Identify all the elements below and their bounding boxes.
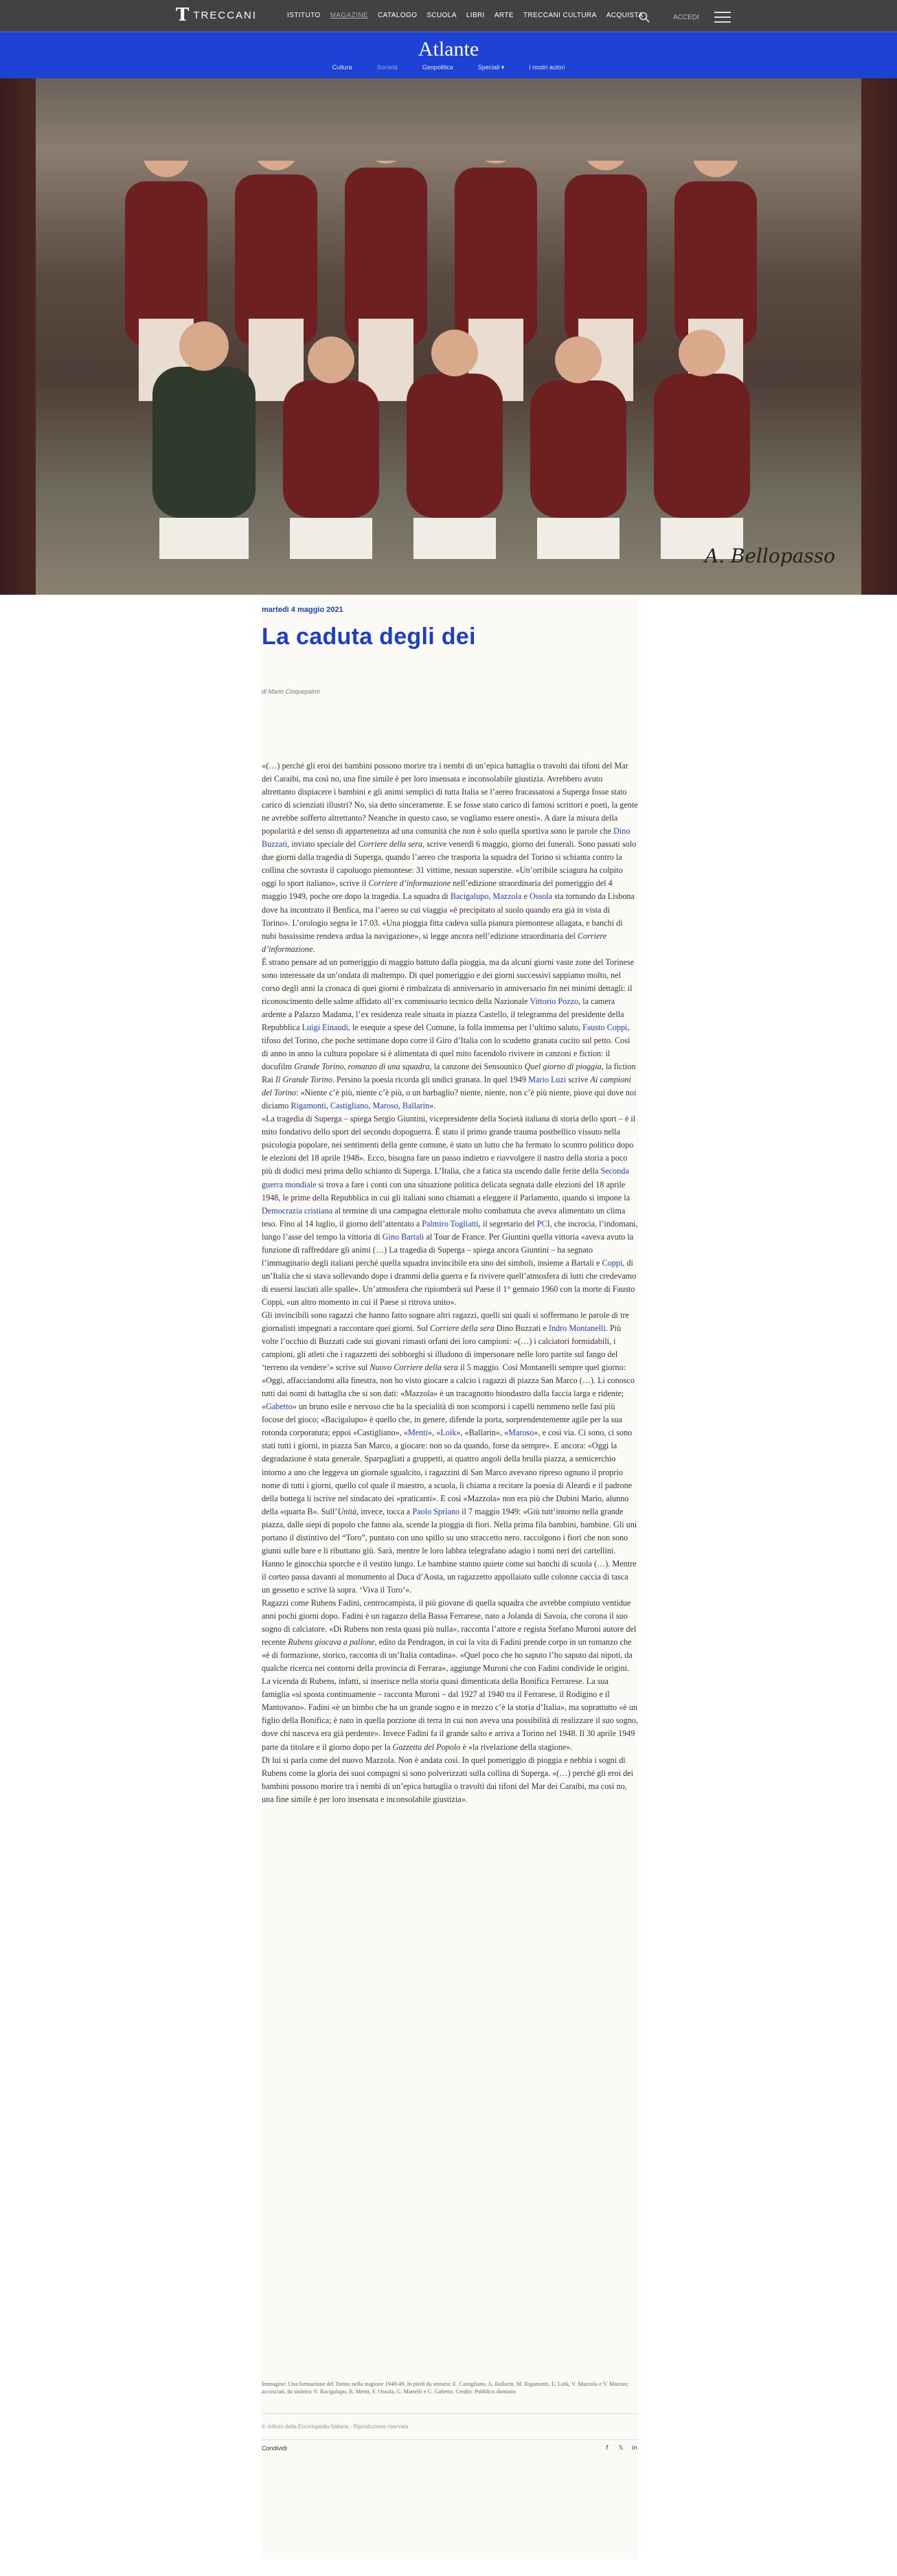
nav-item-acquista[interactable]: ACQUISTA [606, 12, 644, 19]
article-paragraph [262, 1754, 638, 1806]
article-link[interactable]: Luigi Einaudi [302, 1022, 348, 1032]
article-link[interactable]: Rigamonti [291, 1101, 326, 1111]
article-author[interactable]: di Mario Cinquepalmi [262, 688, 320, 695]
linkedin-icon[interactable]: in [631, 2445, 638, 2452]
top-navigation-bar [0, 0, 897, 32]
paragraph-text: , di un’Italia che si stava sollevando dopo i drammi della guerra e fa rivivere quell’atmosfera di lutti che credevamo di essersi lasciati alle spalle». Un’atmosfera che ripiomberà sul Paese il 1° gennaio 1960 con la morte di Fausto Coppi, «un altro momento in cui il Paese si ritrova unito». [262, 1257, 637, 1307]
twitter-icon[interactable]: 𝕏 [618, 2445, 624, 2452]
share-icons [604, 2445, 638, 2452]
italic-text: Corriere della sera [358, 839, 423, 850]
italic-text: Ai campioni del Torino [262, 1075, 631, 1098]
image-caption: Immagine: Una formazione del Torino nella stagione 1948-49. In piedi da sinistra: E. Castigliano, A. Ballarin, M. Rigamonti, E. Loik, V. Mazzola e V. Maroso; accosciati, da sinistra: V. Bacigalupo, R. Menti, F. Ossola, G. Martelli e G. Gabetto. Crediti: Pubblico dominio [262, 2381, 628, 2395]
italic-text: Corriere della sera [430, 1323, 495, 1334]
paragraph-text: , [368, 1101, 373, 1111]
nav-item-treccani-cultura[interactable]: TRECCANI CULTURA [523, 12, 597, 19]
team-players-illustration [36, 161, 861, 574]
nav-item-libri[interactable]: LIBRI [466, 12, 485, 19]
article-link[interactable]: Fausto Coppi [582, 1022, 628, 1032]
italic-text: Quel giorno di pioggia [524, 1062, 602, 1072]
paragraph-text: Dino Buzzati e [494, 1323, 549, 1334]
paragraph-text: . Più volte l’occhio di Buzzati cade sui giovani rimasti orfani dei loro campioni: «(…) i calciatori formidabili, i campioni, gli atleti che i ragazzetti dei sobborghi si illudono di impersonare nelle loro partite sul fango del ‘terreno da vendere’» scrive sul [262, 1323, 622, 1373]
article [262, 595, 638, 2559]
article-link[interactable]: Gino Bartali [382, 1231, 424, 1242]
paragraph-text: Ragazzi come Rubens Fadini, centrocampista, il più giovane di quella squadra che avrebbe compiuto ventidue anni pochi giorni dopo. Fadini è un ragazzo della Bassa Ferrarese, nato a Jolanda di Savoia, che corona il suo sogno di calciatore. «Di Rubens non resta quasi più nulla», racconta l’attore e regista Stefano Muroni autore del recente [262, 1598, 637, 1648]
treccani-brand-text: TRECCANI [193, 9, 258, 21]
paragraph-text: , che incrocia, l’indomani, lungo l’asse del tempo la vittoria di [262, 1218, 638, 1242]
paragraph-text: il 7 maggio 1949: «Giù tutt’intorno nella grande piazza, dalle siepi di popolo che fanno ala, scende la pioggia di fiori. Nella prima fila bambini, bambine. Gli uni portano il distintivo del “Toro”, puntato con uno spillo su uno straccetto nero. raccolgono i fiori che non sono giunti sulle bare e li ributtano giù. Sarà, mentre le loro labbra telegrafano adagio i nomi neri dei cartellini. Hanno le ginocchia sporche e il vestito lungo. Le bambine stanno quiete come sui banchi di scuola (…). Mentre il corteo passa davanti al monumento al Duca d’Aosta, un ragazzetto appollaiato sulle colonne caccia di tasca un gessetto e scrive là sopra. ‘Viva il Toro’». [262, 1506, 637, 1595]
article-link[interactable]: Gabetto [266, 1402, 293, 1412]
paragraph-text: , [326, 1101, 330, 1111]
article-link[interactable]: Dino Buzzati [262, 826, 631, 850]
header-actions [639, 8, 731, 26]
nav-item-magazine[interactable]: MAGAZINE [330, 12, 369, 19]
treccani-logo-mark: T [176, 5, 191, 25]
paragraph-text: : «Niente c’è più, niente c’è più, o un barbaglio? niente, niente, non c’è più niente, piove qui dove noi diciamo [262, 1088, 637, 1111]
italic-text: Corriere d’informazione [368, 878, 451, 889]
paragraph-text: È strano pensare ad un pomeriggio di maggio battuto dalla pioggia, ma da alcuni giorni vaste zone del Torinese sono interessate da un’ondata di maltempo. Di quel pomeriggio e dei giorni successivi sappiamo molto, nel corso degli anni la cronaca di quei giorni è rimbalzata di anniversario in anniversario fin nei minimi dettagli: il riconoscimento delle salme affidato all’ex commissario tecnico della Nazionale [262, 957, 635, 1006]
paragraph-text: , edito da Pendragon, in cui la vita di Fadini prende corpo in un romanzo che «è di formazione, storico, racconta di un’Italia contadina». «Quel poco che ho saputo l’ho saputo dai nipoti, da qualche ricerca nei contorni della provincia di Ferrara», aggiunge Muroni che con Fadini condivide le origini. La vicenda di Rubens, infatti, si inserisce nella storia quasi dimenticata della Bonifica Ferrarese. La sua famiglia «si sposta continuamente – racconta Muroni – dal 1927 al 1940 tra il Ferrarese, il Rodigino e il Mantovano». Fadini «è un bimbo che ha un grande sogno e in mezzo c’è la storia d’Italia», ma soprattutto «è un figlio della Bonifica; è nato in quella porzione di terra in cui non aveva una possibilità di realizzare il suo sogno, dove chi nasceva era già perdente». Invece Fadini fa il grande salto e arriva a Torino nel 1948. Il 30 aprile 1949 parte da titolare e il giorno dopo per la [262, 1637, 638, 1752]
facebook-icon[interactable]: f [606, 2445, 609, 2452]
share-label: Condividi [262, 2445, 288, 2452]
paragraph-text: , tifoso del Torino, che poche settimane dopo corre il Giro d’Italia con lo scudetto granata cucito sul petto. Così di anno in anno la cultura popolare si è alimentata di quel mito facendolo rivivere in canzoni e fiction: il docufilm [262, 1022, 631, 1072]
paragraph-text: nell’edizione straordinaria del pomeriggio del 4 maggio 1949, poche ore dopo la tragedia. La squadra di [262, 878, 613, 902]
italic-text: Nuovo Corriere della sera [370, 1363, 458, 1373]
article-link[interactable]: PCI [536, 1218, 550, 1229]
italic-text: Il Grande Torino [275, 1075, 332, 1085]
paragraph-text: », « [428, 1428, 441, 1438]
article-link[interactable]: Coppi [602, 1257, 623, 1268]
article-paragraph [262, 1309, 638, 1597]
article-link[interactable]: Indro Montanelli [548, 1323, 606, 1334]
section-header [0, 32, 897, 78]
divider [262, 2413, 638, 2414]
article-link[interactable]: Mario Luzi [528, 1075, 567, 1085]
paragraph-text: sta tornando da Lisbona dove ha incontrato il Benfica, ma l’aereo su cui viaggia «è precipitato al suolo quando era già in vista di Torino». L’orologio segna le 17.03. «Una pioggia fitta cadeva sulla pianura piemontese allagata, e banchi di nubi bassissime rendeva ardua la navigazione», si legge ancora nell’edizione straordinaria del [262, 891, 635, 941]
nav-item-scuola[interactable]: SCUOLA [427, 12, 457, 19]
paragraph-text: Di lui si parla come del nuovo Mazzola. Non è andata così. In quel pomeriggio di pioggia e nebbia i sogni di Rubens come la gloria dei suoi compagni si sono polverizzati sulla collina di Superga. «(…) perché gli eroi dei bambini possono morire tra i nembi di un’epica battaglia o travolti dai tifoni del Mar dei Caraibi, ma così no, una fine simile è per loro insensata e inconsolabile giustizia». [262, 1755, 633, 1804]
article-link[interactable]: Vittorio Pozzo [530, 996, 579, 1006]
italic-text: Unità [337, 1506, 357, 1516]
article-link[interactable]: Maroso [372, 1101, 398, 1111]
subnav-item-autori[interactable]: I nostri autori [529, 64, 565, 71]
paragraph-text: e [521, 891, 530, 902]
paragraph-text: , scrive venerdì 6 maggio, giorno dei funerali. Sono passati solo due giorni dalla tragedia di Superga, quando l’aereo che trasporta la squadra del Torino si schianta contro la collina che sovrasta il capoluogo piemontese: 31 vittime, nessun superstite. «Un’orribile sciagura ha colpito oggi lo sport italiano», scrive il [262, 839, 637, 889]
italic-text: Corriere d’informazione [262, 931, 607, 954]
paragraph-text: , [488, 891, 493, 902]
subnav-item-geopolitica[interactable]: Geopolitica [422, 64, 453, 71]
article-paragraph [262, 956, 638, 1113]
article-link[interactable]: Loik [440, 1428, 457, 1438]
paragraph-text: », «Ballarin», « [456, 1428, 509, 1438]
menu-icon[interactable] [714, 8, 731, 26]
article-paragraph [262, 1597, 638, 1754]
article-link[interactable]: Paolo Spriano [412, 1506, 460, 1516]
paragraph-text: «La tragedia di Superga – spiega Sergio Giuntini, vicepresidente della Società italiana di storia dello sport – è il mito fondativo dello sport del secondo dopoguerra. È stato il primo grande trauma postbellico vissuto nella psicologia popolare, nei sentimenti della gente comune, è stato un lutto che ha fermato lo scontro politico dopo le elezioni del 18 aprile 1948». Ecco, bisogna fare un passo indietro e riavvolgere il nastro della storia a poco più di dodici mesi prima dello schianto di Superga. L’Italia, che a fatica sta uscendo dalle ferite della [262, 1114, 636, 1176]
article-paragraph [262, 760, 638, 956]
article-link[interactable]: Seconda guerra mondiale [262, 1166, 629, 1189]
paragraph-text: . [313, 944, 315, 954]
paragraph-text: , inviato speciale del [287, 839, 359, 850]
subnav-item-cultura[interactable]: Cultura [332, 64, 352, 71]
subnav-item-societa[interactable]: Società [376, 64, 398, 71]
subnav-item-speciali[interactable]: Speciali ▾ [477, 64, 505, 71]
share-bar [262, 2445, 638, 2452]
paragraph-text: , la fiction Rai [262, 1062, 636, 1085]
paragraph-text: » un bruno esile e nervoso che ha la specialità di non scomporsi i capelli nemmeno nelle fasi più focose del gioco; «Bacigalupo» è quello che, in genere, difende la porta, sorprendentemente agile per la sua rotonda corporatura; eppoi «Castigliano», « [262, 1402, 622, 1438]
article-link[interactable]: Ossola [529, 891, 553, 902]
article-date: martedì 4 maggio 2021 [262, 606, 343, 614]
paragraph-text: al Tour de France. Per Giuntini quella vittoria «aveva avuto la funzione di raffreddare gli animi (…) La tragedia di Superga – spiega ancora Giuntini – ha segnato l’immaginario degli italiani perché quella squadra invincibile era uno dei simboli, insieme a Bartali e [262, 1231, 634, 1268]
divider [262, 2439, 638, 2440]
paragraph-text: , [398, 1101, 402, 1111]
paragraph-text: è «la rivelazione della stagione». [460, 1742, 573, 1752]
paragraph-text: al termine di una campagna elettorale molto combattuta che aveva alimentato un clima teso. Fino al 14 luglio, il giorno dell’attentato a [262, 1205, 626, 1229]
article-paragraph [262, 1113, 638, 1309]
article-link[interactable]: Ballarin [402, 1101, 430, 1111]
copyright-notice: © Istituto della Enciclopedia Italiana - Riproduzione riservata [262, 2424, 409, 2430]
paragraph-text: , la camera ardente a Palazzo Madama, l’ex residenza reale situata in piazza Castello, il telegramma del presidente della Repubblica [262, 996, 624, 1032]
article-link[interactable]: Democrazia cristiana [262, 1205, 333, 1216]
article-link[interactable]: Palmiro Togliatti [422, 1218, 479, 1229]
paragraph-text: , la canzone dei Sensounico [429, 1062, 525, 1072]
article-link[interactable]: Maroso [508, 1428, 534, 1438]
section-subnav [0, 64, 897, 71]
nav-item-arte[interactable]: ARTE [494, 12, 514, 19]
treccani-logo[interactable] [176, 5, 257, 25]
article-link[interactable]: Castigliano [330, 1101, 369, 1111]
article-link[interactable]: Bacigalupo [450, 891, 489, 902]
paragraph-text: , le esequie a spese del Comune, la folla immensa per l’ultimo saluto, [348, 1022, 583, 1032]
italic-text: Rubens giocava a pallone [288, 1637, 375, 1648]
paragraph-text: il 5 maggio. Così Montanelli sempre quel giorno: «Oggi, affacciandomi alla finestra, non ho visto giocare a calcio i ragazzi di piazza San Marco (…). Li conosco tutti dai nomi di battaglia che si son dati: «Mazzola» è un tracagnotto biondastro dalla faccia larga e ridente; « [262, 1363, 635, 1412]
article-link[interactable]: Menti [407, 1428, 429, 1438]
paragraph-text: , invece, tocca a [356, 1506, 413, 1516]
hero-image [0, 78, 897, 595]
nav-item-catalogo[interactable]: CATALOGO [378, 12, 418, 19]
paragraph-text: scrive [566, 1075, 591, 1085]
paragraph-text: ». [429, 1101, 436, 1111]
paragraph-text: », e così via. Ci sono, ci sono stati tutti i giorni, in piazza San Marco, a giocare: non so da quando, forse da sempre». E ancora: «Oggi la degradazione è stata generale. Sparpagliati a gruppetti, ai quattro angoli della brulla piazza, a semicerchio intorno a uno che leggeva un giornale sgualcito, i ragazzini di San Marco avevano ripreso ognuno il proprio nome di tutti i giorni, quello col quale il maestro, a scuola, li chiama a recitare la poesia di Aleardi e il padrone della bottega li iscrive nel sindacato dei «praticanti». E così «Mazzola» non era più che Dubini Mario, alunno della «quarta B». Sull’ [262, 1428, 633, 1516]
paragraph-text: . Persino la poesia ricorda gli undici granata. In quel 1949 [332, 1075, 529, 1085]
login-link[interactable]: ACCEDI [673, 13, 699, 21]
nav-item-istituto[interactable]: ISTITUTO [287, 12, 321, 19]
paragraph-text: «(…) perché gli eroi dei bambini possono morire tra i nembi di un’epica battaglia o travolti dai tifoni del Mar dei Caraibi, ma così no, una fine simile è per loro insensata e inconsolabile giustizia. Avrebbero avuto altrettanto dispiacere i bambini e gli animi semplici di tutta Italia se l’aereo fracassatosi a Superga fosse stato carico di scienziati illustri? No, sia detto sinceramente. E se fosse stato carico di famosi scrittori e poeti, la gente ne avrebbe sofferto altrettanto? Neanche in questo caso, se vogliamo essere onesti». A dare la misura della popolarità e del senso di appartenenza ad una comunità che non è solo quella sportiva sono le parole che [262, 761, 638, 836]
paragraph-text: , il segretario del [478, 1218, 537, 1229]
search-icon[interactable] [639, 12, 650, 23]
article-title: La caduta degli dei [262, 624, 476, 650]
article-body [262, 760, 638, 1806]
paragraph-text: si trova a fare i conti con una situazione politica delicata segnata dalle elezioni del 18 aprile 1948, le prime della Repubblica in cui gli italiani sono chiamati a eleggere il Parlamento, quando si impone la [262, 1179, 631, 1202]
italic-text: Grande Torino, romanzo di una squadra [294, 1062, 430, 1072]
article-link[interactable]: Mazzola [492, 891, 522, 902]
section-title[interactable]: Atlante [418, 38, 479, 60]
italic-text: Gazzetta del Popolo [392, 1742, 461, 1752]
main-nav [287, 12, 652, 19]
photo-signature: A. Bellopasso [704, 545, 835, 567]
paragraph-text: Gli invincibili sono ragazzi che hanno fatto sognare altri ragazzi, quelli sui quali si soffermano le parole di tre giornalisti impegnati a raccontare quei giorni. Sul [262, 1310, 629, 1334]
